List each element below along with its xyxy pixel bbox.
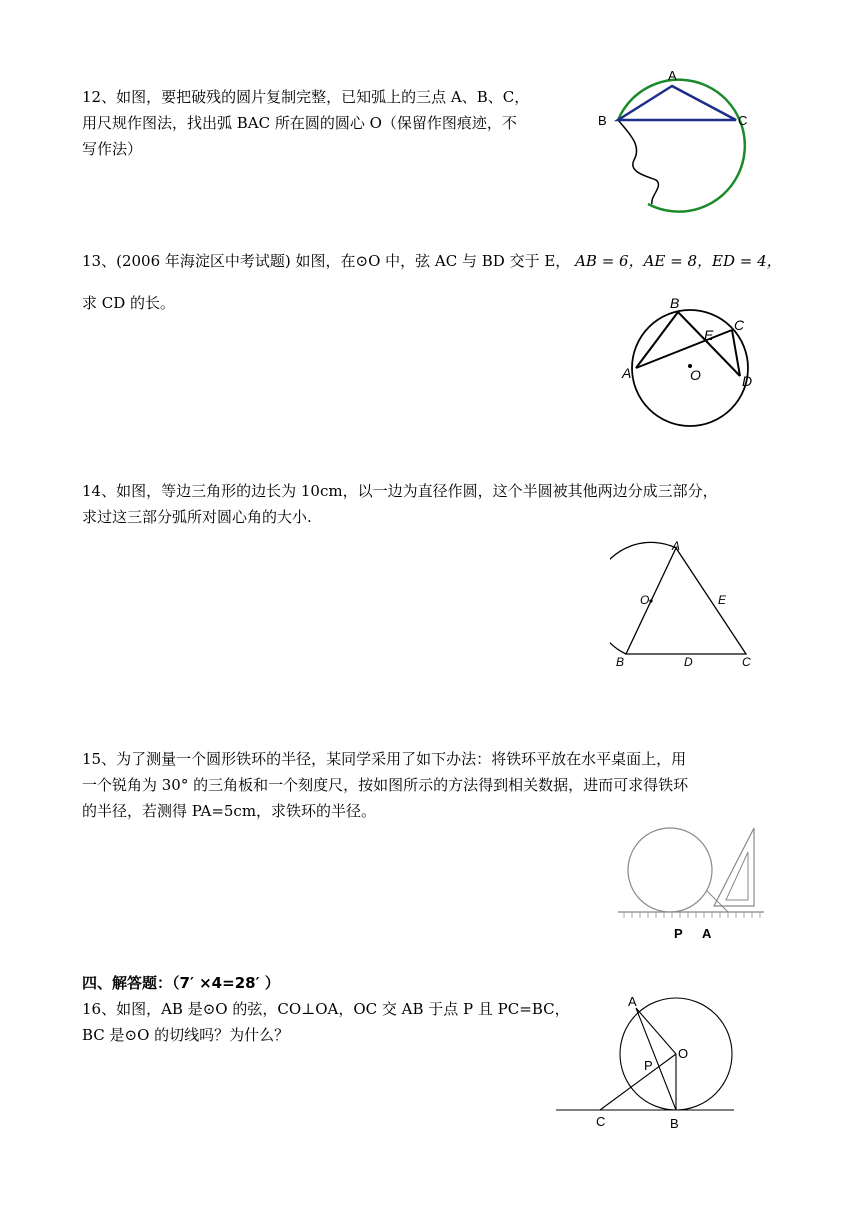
q12-line1: 12、如图，要把破残的圆片复制完整，已知弧上的三点 A、B、C， bbox=[82, 88, 530, 106]
q12-label-c: C bbox=[738, 113, 748, 128]
q16-label-p: P bbox=[644, 1058, 653, 1073]
q13-equation: AB = 6，AE = 8，ED = 4， bbox=[575, 252, 782, 270]
q15-ruler-edge bbox=[706, 890, 728, 912]
q13-line1 bbox=[82, 237, 782, 285]
q12-figure bbox=[590, 64, 760, 218]
q16-label-c: C bbox=[596, 1114, 606, 1129]
q13-label-o: O bbox=[690, 367, 701, 383]
q15-label-p: P bbox=[674, 926, 683, 941]
q12-line2: 用尺规作图法，找出弧 BAC 所在圆的圆心 O（保留作图痕迹，不 bbox=[82, 114, 517, 132]
q15-label-a: A bbox=[702, 926, 712, 941]
q16-figure bbox=[552, 990, 742, 1140]
q16-label-a: A bbox=[628, 994, 637, 1009]
q13-chord-bd bbox=[678, 312, 740, 376]
q13-label-b: B bbox=[670, 295, 680, 311]
q14-figure bbox=[610, 538, 770, 682]
q16-line2: BC 是⊙O 的切线吗？为什么？ bbox=[82, 1026, 290, 1044]
q12-broken-edge bbox=[618, 120, 658, 204]
q13-figure bbox=[610, 294, 770, 433]
q16-segment-oa bbox=[636, 1008, 676, 1054]
q15-figure bbox=[616, 818, 766, 948]
q14-label-b: B bbox=[616, 655, 625, 669]
q14-center-dot bbox=[649, 599, 652, 602]
q14-label-c: C bbox=[742, 655, 751, 669]
q15-line3: 的半径，若测得 PA=5cm，求铁环的半径。 bbox=[82, 802, 377, 820]
question-15 bbox=[82, 746, 688, 824]
q12-label-a: A bbox=[668, 68, 677, 83]
q13-label-c: C bbox=[734, 317, 745, 333]
question-12 bbox=[82, 84, 529, 162]
q14-label-e: E bbox=[718, 593, 727, 607]
q14-line2: 求过这三部分弧所对圆心角的大小. bbox=[82, 508, 312, 526]
q15-ring bbox=[628, 828, 712, 912]
q13-label-d: D bbox=[742, 373, 753, 389]
q13-label-a: A bbox=[622, 365, 632, 381]
q15-line1: 15、为了测量一个圆形铁环的半径，某同学采用了如下办法：将铁环平放在水平桌面上，用 bbox=[82, 750, 687, 768]
q14-label-a: A bbox=[672, 539, 681, 553]
q14-label-d: D bbox=[684, 655, 693, 669]
q12-line3: 写作法） bbox=[82, 140, 143, 158]
section-4-heading: 四、解答题：（7′ ×4=28′ ） bbox=[82, 974, 280, 992]
question-16 bbox=[82, 996, 570, 1048]
q13-line2: 求 CD 的长。 bbox=[82, 294, 176, 312]
q16-label-b: B bbox=[670, 1116, 679, 1131]
q13-label-e: E bbox=[704, 327, 714, 343]
question-14 bbox=[82, 478, 718, 530]
q12-arc bbox=[618, 80, 748, 212]
q14-label-o: O bbox=[640, 593, 650, 607]
q15-line2: 一个锐角为 30° 的三角板和一个刻度尺，按如图所示的方法得到相关数据，进而可求得铁环 bbox=[82, 776, 689, 794]
q16-label-o: O bbox=[678, 1046, 689, 1061]
q15-ruler-ticks bbox=[624, 912, 760, 918]
q13-line1-text: 13、(2006 年海淀区中考试题) 如图，在⊙O 中，弦 AC 与 BD 交于 E， bbox=[82, 252, 571, 270]
q12-label-b: B bbox=[598, 113, 607, 128]
q16-line1: 16、如图，AB 是⊙O 的弦，CO⊥OA，OC 交 AB 于点 P 且 PC=BC， bbox=[82, 1000, 570, 1018]
q14-line1: 14、如图，等边三角形的边长为 10cm，以一边为直径作圆，这个半圆被其他两边分成三部分， bbox=[82, 482, 718, 500]
